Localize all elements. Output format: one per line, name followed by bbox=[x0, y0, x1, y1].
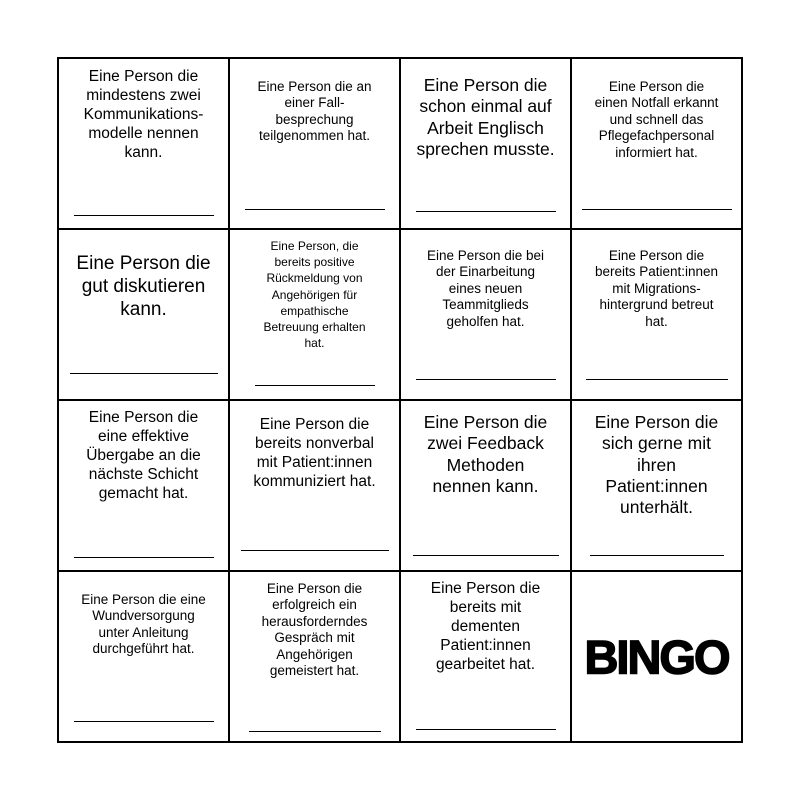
cell-prompt: Eine Person die bei der Einarbeitung eines neuen Teammitglieds geholfen hat. bbox=[426, 248, 545, 329]
bingo-cell[interactable] bbox=[572, 401, 743, 572]
bingo-cell[interactable] bbox=[401, 401, 572, 572]
bingo-cell[interactable] bbox=[59, 59, 230, 230]
cell-prompt: Eine Person die erfolgreich ein herausforderndes Gespräch mit Angehörigen gemeistert hat. bbox=[261, 581, 368, 679]
bingo-cell[interactable] bbox=[59, 230, 230, 401]
cell-prompt: Eine Person die einen Notfall erkannt und schnell das Pflegefachpersonal informiert hat. bbox=[594, 79, 719, 160]
signature-line[interactable] bbox=[249, 731, 381, 732]
signature-line[interactable] bbox=[245, 209, 385, 210]
signature-line[interactable] bbox=[586, 379, 728, 380]
signature-line[interactable] bbox=[74, 557, 214, 558]
signature-line[interactable] bbox=[582, 209, 732, 210]
signature-line[interactable] bbox=[241, 550, 389, 551]
signature-line[interactable] bbox=[416, 729, 556, 730]
cell-prompt: Eine Person die mindestens zwei Kommunikations- modelle nennen kann. bbox=[83, 68, 204, 161]
bingo-cell[interactable] bbox=[572, 59, 743, 230]
bingo-logo: BINGO bbox=[584, 630, 729, 683]
cell-prompt: Eine Person die bereits nonverbal mit Patient:innen kommuniziert hat. bbox=[253, 416, 376, 490]
bingo-cell[interactable] bbox=[401, 59, 572, 230]
cell-prompt: Eine Person die eine effektive Übergabe an die nächste Schicht gemacht hat. bbox=[86, 409, 201, 502]
cell-prompt: Eine Person, die bereits positive Rückmeldung von Angehörigen für empathische Betreuung erhalten hat. bbox=[263, 239, 366, 351]
bingo-logo-cell bbox=[572, 572, 743, 743]
cell-prompt: Eine Person die schon einmal auf Arbeit Englisch sprechen musste. bbox=[416, 75, 555, 160]
cell-prompt: Eine Person die an einer Fall- besprechung teilgenommen hat. bbox=[257, 79, 372, 144]
bingo-cell[interactable] bbox=[59, 572, 230, 743]
bingo-cell[interactable] bbox=[230, 230, 401, 401]
signature-line[interactable] bbox=[590, 555, 724, 556]
cell-prompt: Eine Person die zwei Feedback Methoden nennen kann. bbox=[423, 412, 548, 497]
signature-line[interactable] bbox=[255, 385, 375, 386]
bingo-cell[interactable] bbox=[401, 572, 572, 743]
signature-line[interactable] bbox=[416, 211, 556, 212]
bingo-cell[interactable] bbox=[572, 230, 743, 401]
cell-prompt: Eine Person die sich gerne mit ihren Patient:innen unterhält. bbox=[594, 412, 719, 518]
signature-line[interactable] bbox=[74, 721, 214, 722]
bingo-board bbox=[57, 57, 743, 743]
cell-prompt: Eine Person die bereits Patient:innen mit Migrations- hintergrund betreut hat. bbox=[594, 248, 719, 329]
cell-prompt: Eine Person die gut diskutieren kann. bbox=[76, 253, 211, 321]
signature-line[interactable] bbox=[74, 215, 214, 216]
cell-prompt: Eine Person die eine Wundversorgung unter Anleitung durchgeführt hat. bbox=[81, 592, 206, 657]
bingo-cell[interactable] bbox=[230, 572, 401, 743]
cell-prompt: Eine Person die bereits mit dementen Patient:innen gearbeitet hat. bbox=[430, 580, 541, 673]
bingo-cell[interactable] bbox=[401, 230, 572, 401]
signature-line[interactable] bbox=[416, 379, 556, 380]
bingo-cell[interactable] bbox=[230, 401, 401, 572]
bingo-cell[interactable] bbox=[59, 401, 230, 572]
signature-line[interactable] bbox=[70, 373, 218, 374]
bingo-cell[interactable] bbox=[230, 59, 401, 230]
signature-line[interactable] bbox=[413, 555, 559, 556]
